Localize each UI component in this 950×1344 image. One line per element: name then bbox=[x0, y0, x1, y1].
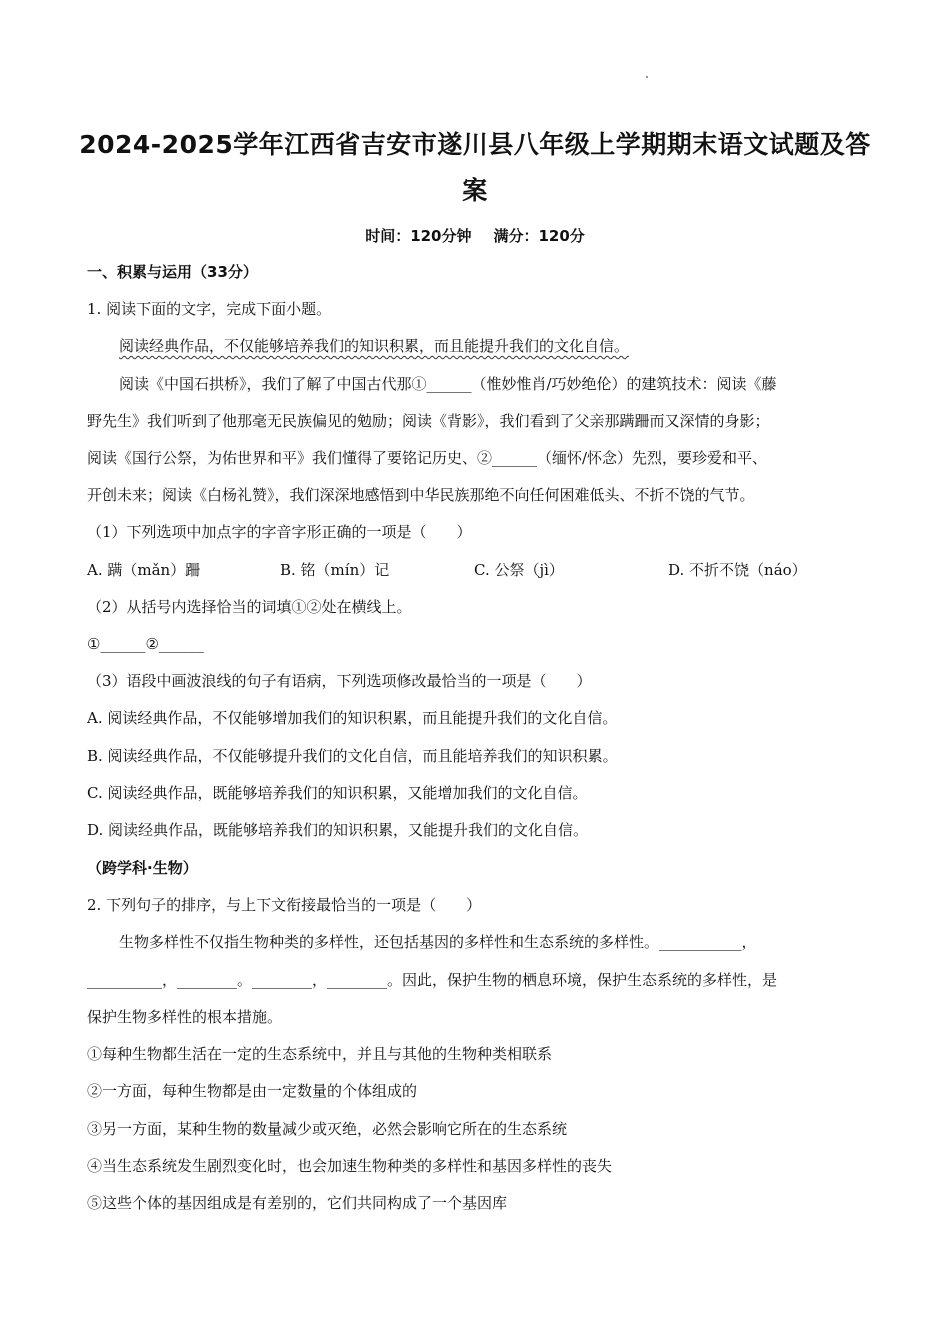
q1-sub3-option-d: D. 阅读经典作品，既能够培养我们的知识积累，又能提升我们的文化自信。 bbox=[87, 821, 589, 839]
q1-sub3-option-b: B. 阅读经典作品，不仅能够提升我们的文化自信，而且能培养我们的知识积累。 bbox=[87, 747, 618, 765]
q1-sub1-option-d: D. 不折不饶（náo） bbox=[668, 561, 807, 579]
q2-item: ③另一方面，某种生物的数量减少或灭绝，必然会影响它所在的生态系统 bbox=[87, 1120, 568, 1138]
exam-score: 满分：120分 bbox=[493, 227, 585, 245]
section-heading: 一、积累与运用（33分） bbox=[87, 263, 258, 281]
q1-passage-line: 阅读《中国石拱桥》，我们了解了中国古代那①______（惟妙惟肖/巧妙绝伦）的建筑技术：阅读《藤 bbox=[119, 375, 777, 393]
q1-wavy-sentence-line bbox=[119, 336, 867, 356]
scan-dot bbox=[646, 76, 648, 78]
q2-passage-line: 生物多样性不仅指生物种类的多样性，还包括基因的多样性和生态系统的多样性。___________， bbox=[119, 933, 757, 951]
document-title-continued: 案 bbox=[462, 176, 488, 205]
q1-prompt: 1. 阅读下面的文字，完成下面小题。 bbox=[87, 300, 332, 318]
q2-item: ②一方面，每种生物都是由一定数量的个体组成的 bbox=[87, 1082, 418, 1100]
wavy-underlined-sentence: 阅读经典作品，不仅能够培养我们的知识积累，而且能提升我们的文化自信。 bbox=[119, 337, 630, 355]
q1-sub3-option-a: A. 阅读经典作品，不仅能够增加我们的知识积累，而且能提升我们的文化自信。 bbox=[87, 709, 618, 727]
q1-sub2-question: （2）从括号内选择恰当的词填①②处在横线上。 bbox=[87, 598, 412, 616]
q2-prompt: 2. 下列句子的排序，与上下文衔接最恰当的一项是（ ） bbox=[87, 896, 482, 914]
exam-time: 时间：120分钟 bbox=[365, 227, 472, 245]
q1-passage-line: 阅读《国行公祭，为佑世界和平》我们懂得了要铭记历史、②______（缅怀/怀念）先烈，要珍爱和平、 bbox=[87, 449, 768, 467]
q2-item: ⑤这些个体的基因组成是有差别的，它们共同构成了一个基因库 bbox=[87, 1194, 508, 1212]
q1-sub1-option-b: B. 铭（mín）记 bbox=[280, 561, 390, 579]
q1-passage-line: 野先生》我们听到了他那毫无民族偏见的勉励；阅读《背影》，我们看到了父亲那蹒跚而又深情的身影； bbox=[87, 412, 770, 430]
q1-sub2-blanks: ①______②______ bbox=[87, 635, 204, 653]
q2-item: ④当生态系统发生剧烈变化时，也会加速生物种类的多样性和基因多样性的丧失 bbox=[87, 1157, 613, 1175]
document-title: 2024-2025学年江西省吉安市遂川县八年级上学期期末语文试题及答 bbox=[79, 130, 871, 159]
q1-sub1-question: （1）下列选项中加点字的字音字形正确的一项是（ ） bbox=[87, 523, 472, 541]
q1-passage-line: 开创未来；阅读《白杨礼赞》，我们深深地感悟到中华民族那绝不向任何困难低头、不折不饶的气节。 bbox=[87, 486, 755, 504]
q2-item: ①每种生物都生活在一定的生态系统中，并且与其他的生物种类相联系 bbox=[87, 1045, 553, 1063]
q1-sub3-option-c: C. 阅读经典作品，既能够培养我们的知识积累，又能增加我们的文化自信。 bbox=[87, 784, 588, 802]
cross-subject-label: （跨学科·生物） bbox=[87, 859, 198, 877]
q2-passage-line: 保护生物多样性的根本措施。 bbox=[87, 1008, 283, 1026]
q1-sub1-option-c: C. 公祭（jì） bbox=[474, 561, 564, 579]
q2-passage-line: __________，________。________，________。因此，保护生物的栖息环境，保护生态系统的多样性，是 bbox=[87, 971, 778, 989]
q1-sub1-option-a: A. 蹒（mǎn）跚 bbox=[87, 561, 201, 579]
q1-sub3-question: （3）语段中画波浪线的句子有语病，下列选项修改最恰当的一项是（ ） bbox=[87, 672, 592, 690]
exam-meta bbox=[0, 225, 950, 246]
